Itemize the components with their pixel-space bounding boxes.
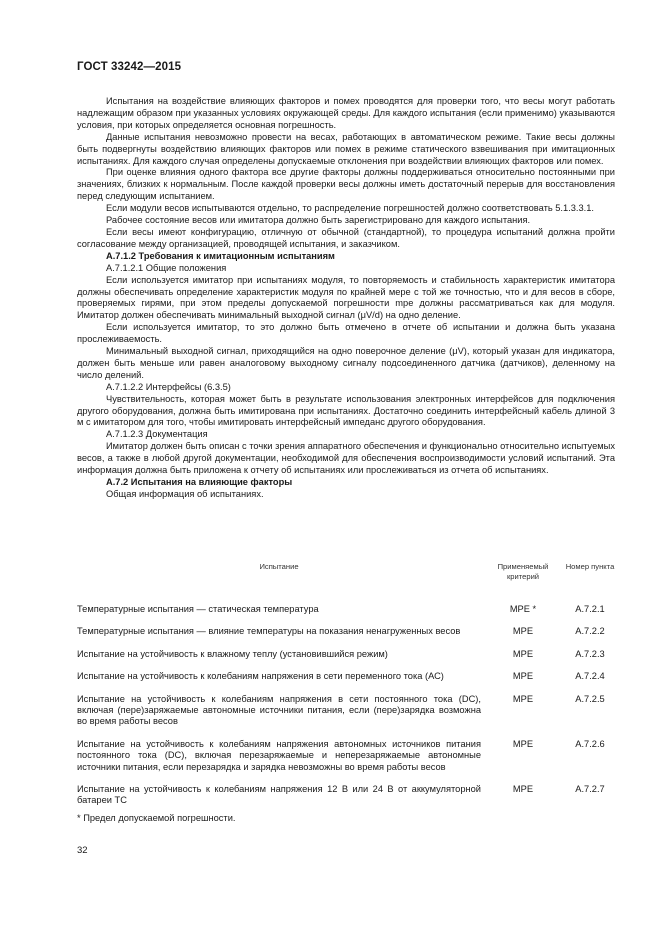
cell-test: Температурные испытания — статическая температура bbox=[77, 604, 319, 614]
cell-criterion: MPE bbox=[512, 671, 534, 682]
paragraph: А.7.1.2.3 Документация bbox=[106, 429, 208, 440]
tests-table bbox=[77, 562, 615, 818]
cell-clause: А.7.2.3 bbox=[575, 648, 605, 659]
cell-test: Испытание на устойчивость к колебаниям напряжения 12 В или 24 В от аккумуляторной батареи ТС bbox=[77, 784, 481, 806]
table-row bbox=[77, 626, 615, 648]
cell-test: Испытание на устойчивость к колебаниям напряжения в сети постоянного тока (DC), включая (пере)заряжаемые автономные источники питания, если (пере)зарядка возможна во время работы весов bbox=[77, 693, 481, 727]
cell-clause: А.7.2.6 bbox=[575, 738, 605, 749]
cell-clause: А.7.2.5 bbox=[575, 693, 605, 704]
table-row bbox=[77, 739, 615, 784]
table-row bbox=[77, 694, 615, 739]
paragraph: Если используется имитатор при испытаниях модуля, то повторяемость и стабильность характеристик имитатора должны обеспечивать определение характеристик модуля по крайней мере с той же точностью, что и для весов в сборе, проверяемых гирями, при этом пределы допускаемой погрешности mpe должны рассматриваться как для модуля. Имитатор должен обеспечивать минимальный выходной сигнал (μV/d) на одно деление. bbox=[77, 274, 615, 321]
paragraph: Рабочее состояние весов или имитатора должно быть зарегистрировано для каждого испытания. bbox=[106, 215, 531, 226]
paragraph: Общая информация об испытаниях. bbox=[106, 488, 264, 499]
section-heading: А.7.1.2 Требования к имитационным испытаниям bbox=[106, 250, 335, 261]
table-body bbox=[77, 604, 615, 818]
paragraph: Если используется имитатор, то это должно быть отмечено в отчете об испытании и должна быть указана прослеживаемость. bbox=[77, 322, 615, 345]
cell-clause: А.7.2.4 bbox=[575, 671, 605, 682]
paragraph: Если весы имеют конфигурацию, отличную от обычной (стандартной), то процедура испытаний должна пройти согласование между организацией, проводящей испытания, и заказчиком. bbox=[77, 226, 615, 249]
cell-criterion: MPE bbox=[512, 626, 534, 637]
table-row bbox=[77, 604, 615, 626]
header-test: Испытание bbox=[259, 562, 299, 571]
paragraph: А.7.1.2.2 Интерфейсы (6.3.5) bbox=[106, 381, 231, 392]
cell-clause: А.7.2.2 bbox=[575, 626, 605, 637]
paragraph: Минимальный выходной сигнал, приходящийся на одно поверочное деление (μV), который указан для индикатора, должен быть меньше или равен аналоговому выходному сигналу подсоединенного датчика (датчиков), деленному на число делений. bbox=[77, 346, 615, 380]
paragraph: Данные испытания невозможно провести на весах, работающих в автоматическом режиме. Такие весы должны быть подвергнуты воздействию влияющих факторов или помех в режиме статического взвешивания при имитационных испытаниях. Для каждого случая определены допускаемые отклонения при воздействии влияющих факторов или помех. bbox=[77, 131, 615, 166]
cell-criterion: MPE * bbox=[509, 604, 537, 614]
page-number: 32 bbox=[77, 845, 88, 856]
cell-clause: А.7.2.1 bbox=[575, 604, 605, 614]
header-clause: Номер пункта bbox=[565, 562, 615, 571]
table-row bbox=[77, 671, 615, 693]
cell-test: Температурные испытания — влияние температуры на показания ненагруженных весов bbox=[77, 626, 461, 637]
paragraph: Испытания на воздействие влияющих факторов и помех проводятся для проверки того, что весы могут работать надлежащим образом при указанных условиях окружающей среды. Для каждого испытания (если применимо) указываются условия, при которых определяется основная погрешность. bbox=[77, 96, 615, 130]
document-header: ГОСТ 33242—2015 bbox=[77, 61, 182, 73]
paragraph: При оценке влияния одного фактора все другие факторы должны поддерживаться относительно постоянными при значениях, близких к нормальным. После каждой проверки весы должны иметь достаточный перерыв для восстановления перед следующим испытанием. bbox=[77, 167, 615, 202]
paragraph: Чувствительность, которая может быть в результате использования электронных интерфейсов для подключения другого оборудования, должна быть имитирована при испытаниях. Достаточно соединить интерфейсный кабель длиной 3 м с имитатором для того, чтобы имитировать интерфейсный импеданс другого оборудования. bbox=[77, 393, 615, 428]
cell-criterion: MPE bbox=[512, 693, 534, 704]
table-header-row bbox=[77, 562, 615, 604]
paragraph: Если модули весов испытываются отдельно, то распределение погрешностей должно соответствовать 5.1.3.3.1. bbox=[106, 203, 595, 214]
cell-clause: А.7.2.7 bbox=[575, 784, 605, 795]
cell-criterion: MPE bbox=[512, 784, 534, 795]
cell-criterion: MPE bbox=[512, 648, 534, 659]
cell-test: Испытание на устойчивость к влажному теплу (установившийся режим) bbox=[77, 648, 388, 659]
paragraph: Имитатор должен быть описан с точки зрения аппаратного обеспечения и функционально относительно испытуемых весов, а также в любой другой документации, необходимой для обеспечения воспроизводимости условий испытаний. Эта информация должна быть приложена к отчету об испытаниях или прослеживаться из отчета об испытаниях. bbox=[77, 441, 615, 476]
cell-test: Испытание на устойчивость к колебаниям напряжения автономных источников питания постоянного тока (DC), включая перезаряжаемые и неперезаряжаемые автономные источники питания, если перезарядка и зарядка невозможны во время работы весов bbox=[77, 738, 481, 772]
table-row bbox=[77, 649, 615, 671]
paragraph: А.7.1.2.1 Общие положения bbox=[106, 262, 227, 273]
body-text bbox=[77, 96, 615, 501]
section-heading: А.7.2 Испытания на влияющие факторы bbox=[106, 477, 293, 487]
cell-criterion: MPE bbox=[512, 738, 534, 749]
footnote: * Предел допускаемой погрешности. bbox=[77, 813, 236, 823]
cell-test: Испытание на устойчивость к колебаниям напряжения в сети переменного тока (АС) bbox=[77, 671, 444, 682]
header-criterion: Применяемый критерий bbox=[497, 562, 549, 581]
